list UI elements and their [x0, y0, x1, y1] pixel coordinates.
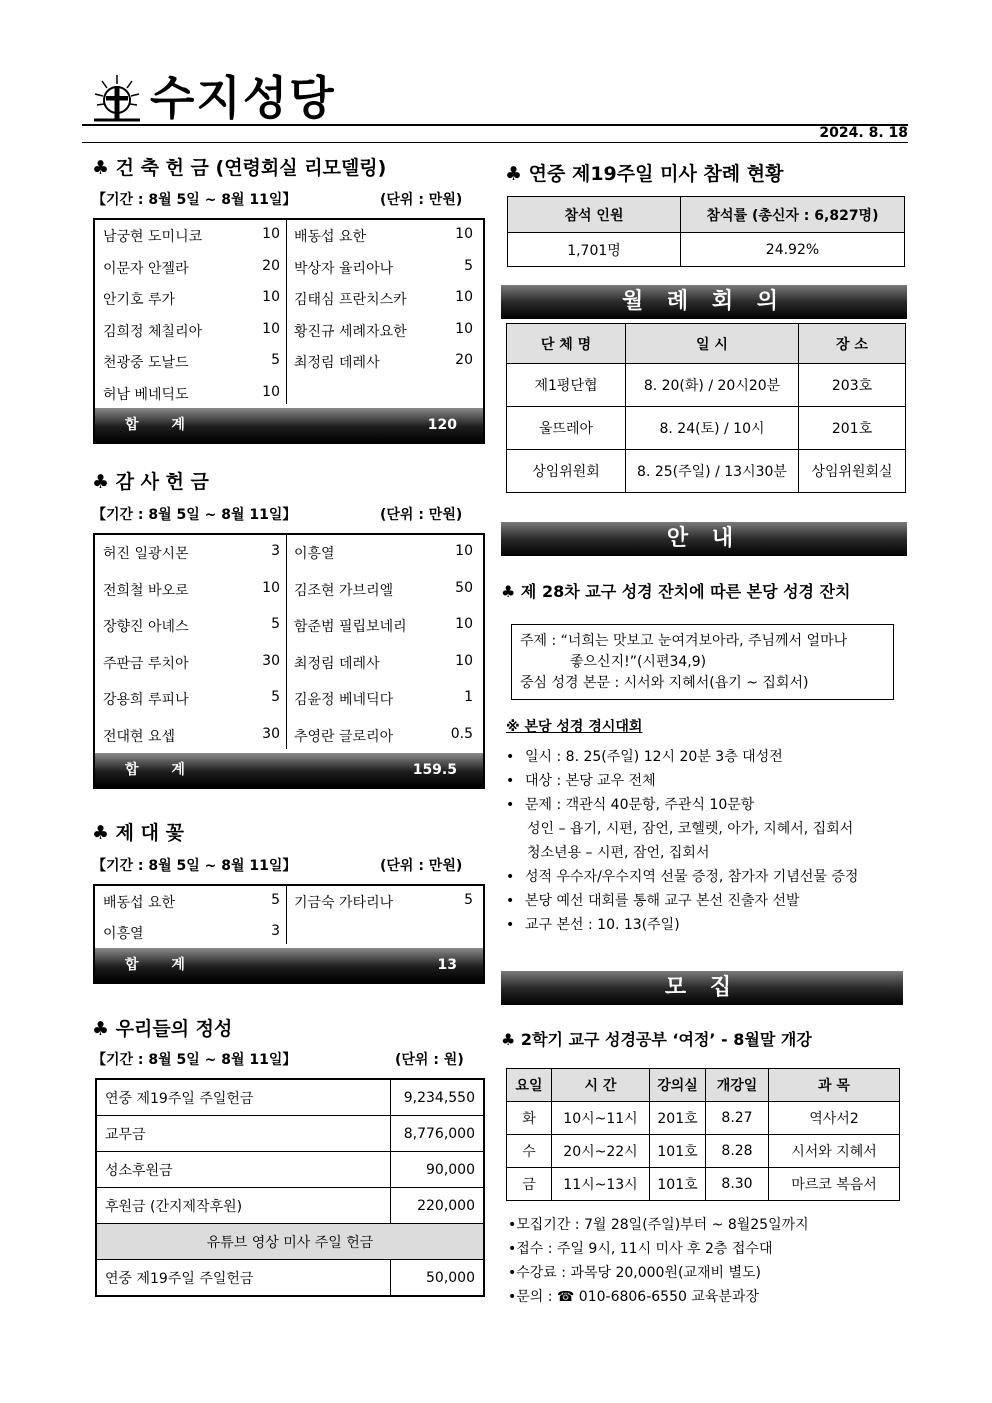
donor-row — [286, 689, 479, 709]
column-divider — [286, 535, 287, 749]
total-label: 합 계 — [125, 417, 199, 433]
table-row — [96, 1224, 484, 1260]
column-header: 개강일 — [706, 1069, 769, 1102]
list-item: •접수 : 주일 9시, 11시 미사 후 2층 접수대 — [508, 1241, 773, 1257]
donation-amount: 10 — [262, 579, 280, 596]
donor-row — [95, 384, 286, 404]
donor-row — [95, 653, 286, 673]
donation-amount: 20 — [262, 257, 280, 274]
group-name: 울뜨레아 — [507, 407, 626, 450]
donor-row — [286, 543, 479, 563]
donor-name: 김태심 프란치스카 — [294, 292, 407, 308]
list-item: •문의 : ☎ 010-6806-6550 교육분과장 — [508, 1289, 759, 1305]
start-date-cell: 8.27 — [706, 1102, 769, 1135]
column-header: 과 목 — [769, 1069, 900, 1102]
room-cell: 201호 — [650, 1102, 706, 1135]
header-divider-bottom — [82, 142, 908, 143]
our-offering-table — [95, 1078, 485, 1297]
table-row — [507, 1135, 900, 1168]
donor-row — [95, 580, 286, 600]
thanks-offering-title: ♣ 감 사 헌 금 — [92, 471, 209, 493]
donation-amount: 5 — [271, 616, 280, 632]
donor-name: 전희철 바오로 — [103, 582, 189, 599]
donation-amount: 3 — [271, 543, 280, 559]
subject-cell: 역사서2 — [769, 1102, 900, 1135]
day-cell: 화 — [507, 1102, 552, 1135]
core-text-line: 중심 성경 본문 : 시서와 지혜서(욥기 ~ 집회서) — [520, 675, 809, 691]
column-header: 단 체 명 — [507, 324, 626, 364]
donor-name: 전대현 요셉 — [103, 728, 176, 745]
offering-label: 후원금 (간지제작후원) — [96, 1188, 391, 1224]
list-item: •모집기간 : 7월 28일(주일)부터 ~ 8월25일까지 — [508, 1217, 809, 1233]
total-value: 13 — [437, 957, 457, 973]
time-cell: 10시~11시 — [552, 1102, 650, 1135]
donor-name: 안기호 루가 — [103, 292, 176, 308]
donor-row — [95, 689, 286, 709]
table-row — [96, 1079, 484, 1116]
start-date-cell: 8.30 — [706, 1168, 769, 1201]
list-item: • 일시 : 8. 25(주일) 12시 20분 3층 대성전 — [506, 749, 783, 765]
donor-name: 황진규 세례자요한 — [294, 323, 407, 340]
parish-title: 수지성당 — [150, 71, 336, 125]
donor-row — [95, 258, 286, 278]
attendance-count: 1,701명 — [508, 233, 681, 267]
thanks-offering-table — [93, 533, 485, 789]
donor-name: 이흥열 — [294, 546, 335, 562]
building-fund-title: ♣ 건 축 헌 금 (연령회실 리모델링) — [92, 157, 387, 179]
donation-amount: 10 — [455, 652, 473, 669]
meeting-place: 상임위원회실 — [799, 450, 906, 493]
offering-value: 50,000 — [391, 1260, 485, 1297]
attendance-rate: 24.92% — [681, 233, 905, 267]
donation-amount: 10 — [455, 320, 473, 337]
donation-amount: 10 — [262, 383, 280, 400]
meeting-time: 8. 25(주일) / 13시30분 — [626, 450, 799, 493]
donation-amount: 10 — [455, 616, 473, 632]
donor-row — [286, 580, 479, 600]
total-row — [95, 753, 483, 787]
donation-amount: 5 — [271, 352, 280, 368]
building-fund-table — [93, 218, 485, 444]
total-row — [95, 948, 483, 982]
donation-amount: 5 — [271, 689, 280, 705]
donation-amount: 50 — [455, 579, 473, 596]
donor-row — [95, 543, 286, 563]
donor-name: 추영란 글로리아 — [294, 728, 394, 745]
donor-name: 배동섭 요한 — [294, 229, 367, 245]
donor-row — [95, 226, 286, 246]
donor-name: 박상자 율리아나 — [294, 260, 394, 277]
our-offering-period: 【기간 : 8월 5일 ~ 8월 11일】 — [92, 1052, 297, 1068]
donor-row — [95, 321, 286, 341]
donation-amount: 10 — [455, 543, 473, 559]
donation-amount: 30 — [262, 652, 280, 669]
donor-row — [286, 352, 479, 372]
our-offering-title: ♣ 우리들의 정성 — [92, 1018, 233, 1040]
donation-amount: 5 — [464, 892, 473, 908]
bible-contest-list — [506, 745, 906, 937]
list-item: • 본당 예선 대회를 통해 교구 본선 진출자 선발 — [506, 893, 800, 909]
room-cell: 101호 — [650, 1168, 706, 1201]
donor-name: 장향진 아녜스 — [103, 619, 189, 635]
offering-label: 성소후원금 — [96, 1152, 391, 1188]
donor-name: 허남 베네딕도 — [103, 386, 189, 403]
donor-row — [286, 321, 479, 341]
total-value: 120 — [427, 417, 457, 433]
table-header-row — [507, 324, 906, 364]
start-date-cell: 8.28 — [706, 1135, 769, 1168]
donation-amount: 30 — [262, 725, 280, 742]
altar-flowers-table — [93, 884, 485, 984]
donation-amount: 10 — [455, 289, 473, 305]
table-row — [508, 233, 905, 267]
total-row — [95, 408, 483, 442]
bible-contest-title: ※ 본당 성경 경시대회 — [506, 719, 643, 735]
building-fund-unit: (단위 : 만원) — [380, 192, 463, 208]
donor-name: 함준범 필립보네리 — [294, 619, 407, 635]
donor-name: 최정림 데레사 — [294, 355, 380, 371]
list-item: 성인 – 욥기, 시편, 잠언, 코헬렛, 아가, 지혜서, 집회서 — [527, 821, 854, 837]
attendance-title: ♣ 연중 제19주일 미사 참례 현황 — [505, 163, 784, 185]
table-header-row — [508, 197, 905, 233]
column-header: 시 간 — [552, 1069, 650, 1102]
notice-banner: 안 내 — [501, 522, 907, 556]
bible-festival-title: ♣ 제 28차 교구 성경 잔치에 따른 본당 성경 잔치 — [501, 582, 851, 601]
altar-flowers-title: ♣ 제 대 꽃 — [92, 822, 184, 844]
table-header-row — [507, 1069, 900, 1102]
donation-amount: 10 — [262, 289, 280, 305]
donation-amount: 10 — [262, 226, 280, 242]
meeting-time: 8. 24(토) / 10시 — [626, 407, 799, 450]
column-header: 참석 인원 — [508, 197, 681, 233]
offering-label: 연중 제19주일 주일헌금 — [96, 1079, 391, 1116]
table-row — [96, 1260, 484, 1297]
room-cell: 101호 — [650, 1135, 706, 1168]
donor-row — [286, 653, 479, 673]
youtube-offering-header: 유튜브 영상 미사 주일 헌금 — [96, 1224, 484, 1260]
recruit-banner: 모 집 — [501, 971, 903, 1005]
donor-row — [95, 892, 286, 912]
list-item: • 교구 본선 : 10. 13(주일) — [506, 917, 680, 933]
donation-amount: 10 — [455, 226, 473, 242]
table-row — [507, 450, 906, 493]
donor-row — [95, 352, 286, 372]
column-header: 요일 — [507, 1069, 552, 1102]
offering-value: 9,234,550 — [391, 1079, 485, 1116]
donor-row — [286, 892, 479, 912]
donor-row — [286, 726, 479, 746]
donor-name: 기금숙 가타리나 — [294, 895, 394, 911]
church-logo-icon — [92, 72, 142, 122]
bible-festival-theme-box — [511, 624, 894, 700]
recruit-info-list — [508, 1213, 809, 1309]
donor-row — [286, 258, 479, 278]
donation-amount: 3 — [271, 923, 280, 939]
donor-row — [95, 289, 286, 309]
theme-line: 주제 : “너희는 맛보고 눈여겨보아라, 주님께서 얼마나 — [520, 633, 848, 649]
bible-study-table — [506, 1068, 900, 1201]
donation-amount: 1 — [464, 689, 473, 705]
meeting-time: 8. 20(화) / 20시20분 — [626, 364, 799, 407]
time-cell: 20시~22시 — [552, 1135, 650, 1168]
donor-name: 천광중 도날드 — [103, 355, 189, 371]
column-header: 강의실 — [650, 1069, 706, 1102]
thanks-offering-unit: (단위 : 만원) — [380, 507, 463, 523]
table-row — [96, 1188, 484, 1224]
altar-flowers-period: 【기간 : 8월 5일 ~ 8월 11일】 — [92, 858, 297, 874]
group-name: 제1평단협 — [507, 364, 626, 407]
offering-value: 90,000 — [391, 1152, 485, 1188]
donation-amount: 5 — [464, 257, 473, 274]
table-row — [507, 407, 906, 450]
donor-name: 이흥열 — [103, 926, 144, 942]
donor-row — [95, 726, 286, 746]
list-item: • 대상 : 본당 교우 전체 — [506, 773, 656, 789]
building-fund-period: 【기간 : 8월 5일 ~ 8월 11일】 — [92, 192, 297, 208]
donor-row — [286, 226, 479, 246]
donor-name: 강용희 루피나 — [103, 692, 189, 708]
table-row — [96, 1116, 484, 1152]
donation-amount: 10 — [262, 320, 280, 337]
donor-row — [95, 616, 286, 636]
column-divider — [286, 220, 287, 404]
donor-row — [95, 923, 286, 943]
list-item: • 성적 우수자/우수지역 선물 증정, 참가자 기념선물 증정 — [506, 869, 859, 885]
donor-row — [286, 616, 479, 636]
donor-row — [286, 289, 479, 309]
table-row — [507, 364, 906, 407]
donation-amount: 0.5 — [450, 725, 473, 742]
donor-name: 이문자 안젤라 — [103, 260, 189, 277]
donor-name: 김윤정 베네딕다 — [294, 692, 394, 708]
day-cell: 수 — [507, 1135, 552, 1168]
donor-name: 김조현 가브리엘 — [294, 582, 394, 599]
altar-flowers-unit: (단위 : 만원) — [380, 858, 463, 874]
subject-cell: 마르코 복음서 — [769, 1168, 900, 1201]
list-item: •수강료 : 과목당 20,000원(교재비 별도) — [508, 1265, 761, 1281]
donation-amount: 5 — [271, 892, 280, 908]
thanks-offering-period: 【기간 : 8월 5일 ~ 8월 11일】 — [92, 507, 297, 523]
column-header: 장 소 — [799, 324, 906, 364]
day-cell: 금 — [507, 1168, 552, 1201]
table-row — [507, 1102, 900, 1135]
time-cell: 11시~13시 — [552, 1168, 650, 1201]
total-value: 159.5 — [412, 762, 457, 778]
donor-name: 배동섭 요한 — [103, 895, 176, 911]
table-row — [507, 1168, 900, 1201]
offering-label: 교무금 — [96, 1116, 391, 1152]
monthly-meeting-table — [506, 323, 906, 493]
theme-line: 좋으신지!”(시편34,9) — [570, 654, 707, 670]
donor-name: 최정림 데레사 — [294, 655, 380, 672]
donor-name: 허진 일광시몬 — [103, 546, 189, 562]
group-name: 상임위원회 — [507, 450, 626, 493]
offering-value: 220,000 — [391, 1188, 485, 1224]
subject-cell: 시서와 지혜서 — [769, 1135, 900, 1168]
total-label: 합 계 — [125, 762, 199, 778]
donor-name: 김희정 체칠리아 — [103, 323, 203, 340]
offering-label: 연중 제19주일 주일헌금 — [96, 1260, 391, 1297]
our-offering-unit: (단위 : 원) — [395, 1052, 464, 1068]
list-item: 청소년용 – 시편, 잠언, 집회서 — [527, 845, 710, 861]
table-row — [96, 1152, 484, 1188]
bible-study-title: ♣ 2학기 교구 성경공부 ‘여정’ - 8월말 개강 — [501, 1030, 812, 1049]
list-item: • 문제 : 객관식 40문항, 주관식 10문항 — [506, 797, 755, 813]
donor-name: 남궁현 도미니코 — [103, 229, 203, 245]
attendance-table — [507, 196, 905, 267]
donor-name: 주판금 루치아 — [103, 655, 189, 672]
monthly-meeting-banner: 월 례 회 의 — [501, 285, 907, 319]
total-label: 합 계 — [125, 957, 199, 973]
column-header: 일 시 — [626, 324, 799, 364]
meeting-place: 203호 — [799, 364, 906, 407]
column-header: 참석률 (총신자 : 6,827명) — [681, 197, 905, 233]
bulletin-date: 2024. 8. 18 — [819, 125, 908, 141]
offering-value: 8,776,000 — [391, 1116, 485, 1152]
donation-amount: 20 — [455, 352, 473, 368]
meeting-place: 201호 — [799, 407, 906, 450]
